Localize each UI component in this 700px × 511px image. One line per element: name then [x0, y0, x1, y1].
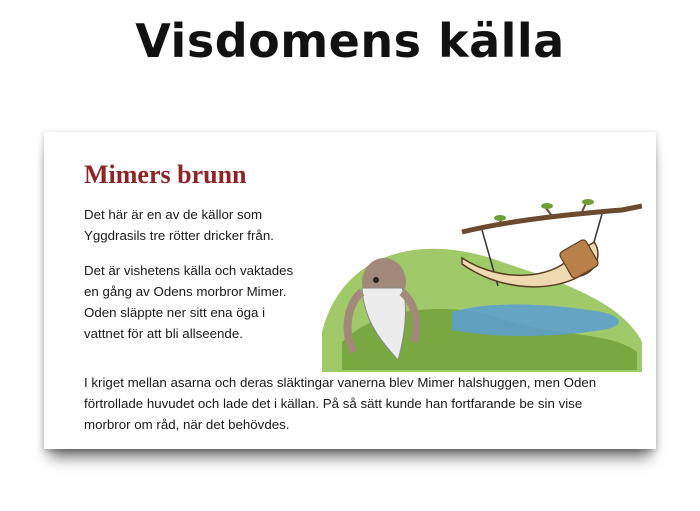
article-heading: Mimers brunn — [84, 160, 247, 189]
mimer-well-illustration — [302, 192, 642, 372]
paragraph-1: Det här är en av de källor som Yggdrasils tre rötter dricker från. — [84, 207, 274, 243]
paragraph-2: Det är vishetens källa och vaktades en gång av Odens morbror Mimer. Oden släppte ner sitt ena öga i vattnet för att bli allseende. — [84, 263, 294, 341]
article-card — [44, 132, 656, 449]
paragraph-3: I kriget mellan asarna och deras släktingar vanerna blev Mimer halshuggen, men Oden förtrollade huvudet och lade det i källan. På så sätt kunde han fortfarande be sin vise morbror om råd, när det behövdes. — [84, 375, 597, 432]
tree-branch — [462, 206, 642, 232]
slide-title: Visdomens källa — [135, 14, 565, 68]
